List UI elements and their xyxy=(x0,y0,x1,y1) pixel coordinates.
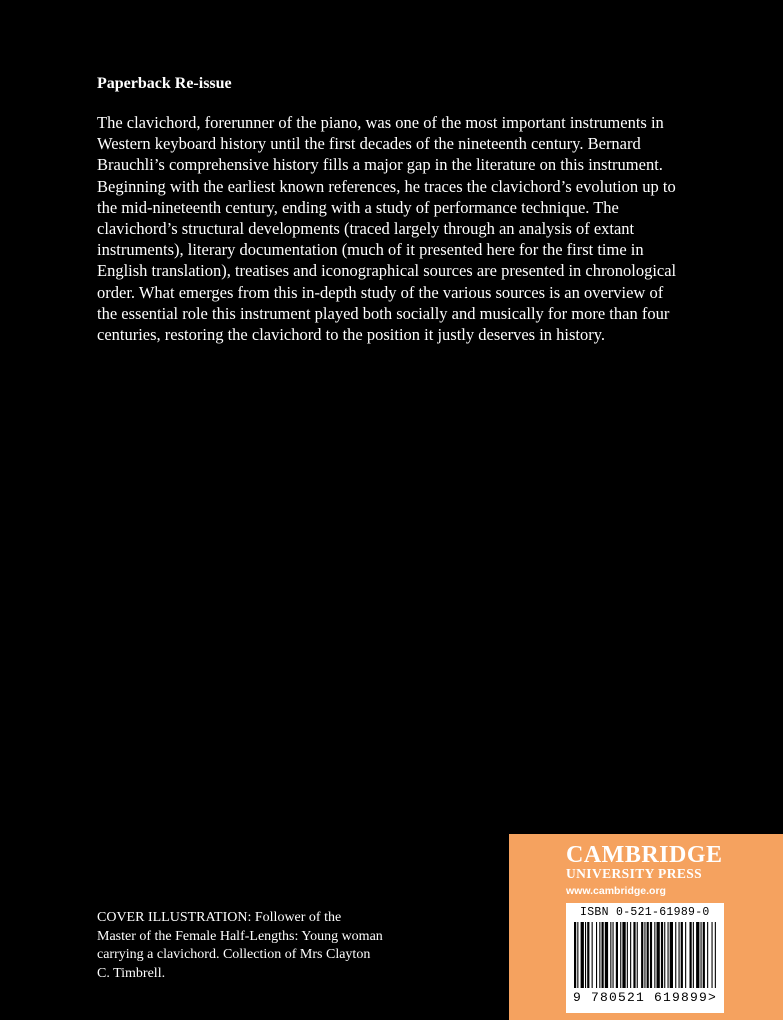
barcode-bar xyxy=(613,922,614,988)
barcode-number xyxy=(566,990,724,1006)
description-line: the mid-nineteenth century, ending with a study of performance technique. The xyxy=(97,197,619,217)
barcode-bar xyxy=(602,922,604,988)
barcode-bar xyxy=(622,922,625,988)
barcode-bar xyxy=(616,922,618,988)
barcode-bar xyxy=(681,922,683,988)
barcode-bar xyxy=(650,922,652,988)
barcode-digits: 9 780521 619899 xyxy=(572,990,708,1005)
credit-line: COVER ILLUSTRATION: Follower of the xyxy=(97,910,342,925)
barcode-bar xyxy=(644,922,645,988)
description-line: order. What emerges from this in-depth study of the various sources is an overview of xyxy=(97,282,664,302)
book-description xyxy=(97,112,727,345)
barcode-bar xyxy=(596,922,597,988)
barcode-bar xyxy=(696,922,699,988)
barcode-bar xyxy=(690,922,692,988)
publisher-website[interactable]: www.cambridge.org xyxy=(566,885,666,897)
barcode-suffix: > xyxy=(708,990,718,1005)
page-heading: Paperback Re-issue xyxy=(97,75,232,92)
publisher-name: CAMBRIDGE xyxy=(566,842,723,868)
barcode-bar xyxy=(701,922,702,988)
description-line: clavichord’s structural developments (traced largely through an analysis of extant xyxy=(97,219,635,239)
description-line: The clavichord, forerunner of the piano, was one of the most important instruments in xyxy=(97,113,664,132)
barcode-bar xyxy=(707,922,708,988)
credit-line: C. Timbrell. xyxy=(97,965,166,981)
barcode-bar xyxy=(599,922,600,988)
barcode-bar xyxy=(657,922,660,988)
barcode-bar xyxy=(577,922,578,988)
credit-line: carrying a clavichord. Collection of Mrs Clayton xyxy=(97,947,371,963)
barcode-bar xyxy=(627,922,628,988)
barcode-bar xyxy=(703,922,705,988)
barcode-bar xyxy=(587,922,589,988)
description-line: English translation), treatises and iconographical sources are presented in chronological xyxy=(97,261,677,281)
barcode-bar xyxy=(654,922,655,988)
barcode-bar xyxy=(664,922,665,988)
description-line: Western keyboard history until the first decades of the nineteenth century. Bernard xyxy=(97,134,641,154)
barcode-bar xyxy=(712,922,713,988)
barcode-bar xyxy=(605,922,608,988)
barcode-bar xyxy=(715,922,716,988)
barcode-icon xyxy=(572,922,718,992)
barcode-bar xyxy=(585,922,586,988)
barcode-bar xyxy=(581,922,584,988)
barcode-box xyxy=(566,903,724,1013)
barcode-bar xyxy=(574,922,576,988)
description-line: the essential role this instrument played both socially and musically for more than four xyxy=(97,303,670,323)
credit-line: Master of the Female Half-Lengths: Young woman xyxy=(97,928,383,944)
barcode-bar xyxy=(620,922,621,988)
description-line: centuries, restoring the clavichord to the position it justly deserves in history. xyxy=(97,325,606,345)
description-line: Brauchli’s comprehensive history fills a major gap in the literature on this instrument. xyxy=(97,155,663,175)
publisher-panel xyxy=(509,834,783,1020)
barcode-bar xyxy=(647,922,649,988)
barcode-bar xyxy=(685,922,686,988)
barcode-bar xyxy=(668,922,669,988)
barcode-bar xyxy=(679,922,680,988)
barcode-bar xyxy=(610,922,611,988)
barcode-bar xyxy=(670,922,673,988)
barcode-bar xyxy=(641,922,643,988)
barcode-bar xyxy=(661,922,663,988)
description-line: Beginning with the earliest known references, he traces the clavichord’s evolution up to xyxy=(97,176,676,196)
barcode-bar xyxy=(693,922,694,988)
isbn-label: ISBN 0-521-61989-0 xyxy=(580,906,710,919)
barcode-bar xyxy=(592,922,593,988)
barcode-bar xyxy=(630,922,631,988)
barcode-bar xyxy=(675,922,676,988)
cover-illustration-credit xyxy=(97,909,427,983)
barcode-bar xyxy=(637,922,638,988)
description-line: instruments), literary documentation (much of it presented here for the first time in xyxy=(97,240,644,260)
publisher-subtitle: UNIVERSITY PRESS xyxy=(566,866,703,881)
barcode-bar xyxy=(633,922,635,988)
